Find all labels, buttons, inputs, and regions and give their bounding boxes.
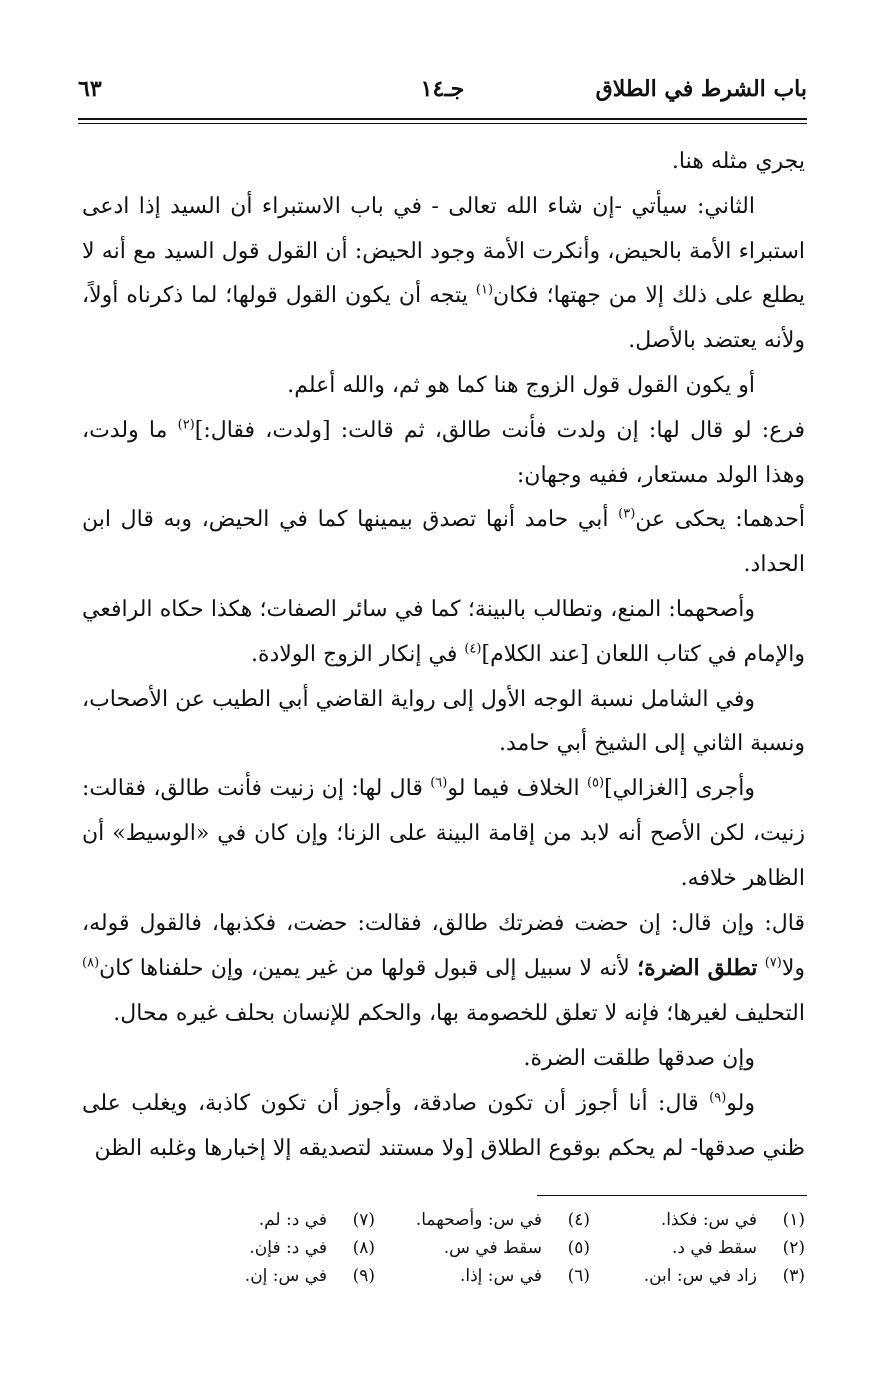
footnote-item [160,1264,375,1288]
footnote-item [160,1236,375,1260]
main-text [82,140,805,1171]
footnote-ref: (٢) [177,417,195,433]
footnote-text: في س: وأصحهما. [415,1210,542,1230]
footnote-number: (٥) [567,1238,590,1258]
footnote-item [375,1208,590,1232]
footnote-item [375,1264,590,1288]
paragraph: وإن صدقها طلقت الضرة. [523,1045,755,1071]
footnote-item [375,1236,590,1260]
paragraph: وفي الشامل نسبة الوجه الأول إلى رواية القاضي أبي الطيب عن الأصحاب، ونسبة الثاني إلى الشيخ أبي حامد. [82,686,805,757]
footnote-ref: (٥) [586,775,605,791]
footnote-number: (٦) [567,1266,590,1286]
footnote-number: (٤) [567,1210,590,1230]
footnote-item [590,1208,805,1232]
footnote-ref: (٨) [82,956,100,972]
footnote-ref: (٩) [709,1090,727,1106]
footnote-number: (٢) [782,1238,805,1258]
footnote-separator [537,1195,807,1196]
footnote-item [160,1208,375,1232]
footnote-number: (٧) [352,1210,375,1230]
footnote-number: (٣) [782,1266,805,1286]
footnote-text: في د: لم. [258,1210,327,1230]
footnote-ref: (٧) [764,956,782,972]
paragraph: وأجرى [الغزالي]$^{(٥)}$ الخلاف فيما لو$^{(٦)}$ قال لها: إن زنيت فأنت طالق، فقالت: زنيت، لكن الأصح أنه لابد من إقامة البينة على الزنا؛ وإن كان في «الوسيط» أن الظاهر خلافه. [82,775,805,891]
paragraph: فرع: لو قال لها: إن ولدت فأنت طالق، ثم قالت: [ولدت، فقال:]$^{(٢)}$ ما ولدت، وهذا الولد مستعار، ففيه وجهان: [82,417,805,488]
paragraph: أحدهما: يحكى عن$^{(٣)}$ أبي حامد أنها تصدق بيمينها كما في الحيض، وبه قال ابن الحداد. [82,507,805,578]
footnote-text: في س: فكذا. [660,1210,757,1230]
paragraph: أو يكون القول قول الزوج هنا كما هو ثم، والله أعلم. [287,372,755,398]
paragraph: قال: وإن قال: إن حضت فضرتك طالق، فقالت: حضت، فكذبها، فالقول قوله، ولا$^{(٧)}$ تطلق الضرة؛ لأنه لا سبيل إلى قبول قولها من غير يمين، وإن حلفناها كان$^{(٨)}$ التحليف لغيرها؛ فإنه لا تعلق للخصومة بها، والحكم للإنسان بحلف غيره محال. [82,910,805,1027]
footnote-text: في س: إذا. [459,1266,542,1286]
bold-text: تطلق الضرة؛ [637,955,758,982]
paragraph: وأصحهما: المنع، وتطالب بالبينة؛ كما في سائر الصفات؛ هكذا حكاه الرافعي والإمام في كتاب اللعان [عند الكلام]$^{(٤)}$ في إنكار الزوج الولادة. [82,596,805,667]
footnote-text: سقط في د. [671,1238,757,1258]
chapter-title: باب الشرط في الطلاق [595,76,807,102]
paragraph: يجري مثله هنا. [671,149,805,174]
footnote-text: في س: إن. [244,1266,327,1286]
running-header [78,70,807,116]
footnote-item [590,1264,805,1288]
footnote-ref: (٦) [430,775,448,791]
footnote-item [590,1236,805,1260]
footnote-ref: (١) [475,283,494,299]
footnote-number: (١) [782,1210,805,1230]
footnote-text: زاد في س: ابن. [643,1266,757,1286]
header-rule-thick [78,118,807,120]
footnote-ref: (٤) [464,641,482,657]
footnote-text: سقط في س. [443,1238,542,1258]
footnotes [160,1208,805,1288]
page-number: ٦٣ [78,76,102,102]
footnote-number: (٨) [352,1238,375,1258]
footnote-ref: (٣) [618,507,636,523]
paragraph: الثاني: سيأتي -إن شاء الله تعالى - في باب الاستبراء أن السيد إذا ادعى استبراء الأمة بالحيض، وأنكرت الأمة وجود الحيض: أن القول قول السيد مع أنه لا يطلع على ذلك إلا من جهتها؛ فكان$^{(١)}$ يتجه أن يكون القول قولها؛ لما ذكرناه أولاً، ولأنه يعتضد بالأصل. [82,193,805,354]
volume-label: جـ١٤ [420,76,465,102]
footnote-text: في د: فإن. [249,1238,327,1258]
paragraph: ولو$^{(٩)}$ قال: أنا أجوز أن تكون صادقة، وأجوز أن تكون كاذبة، ويغلب على ظني صدقها- لم يحكم بوقوع الطلاق [ولا مستند لتصديقه إلا إخبارها وغلبه الظن [82,1090,805,1161]
header-rule-thin [78,123,807,124]
footnote-number: (٩) [352,1266,375,1286]
